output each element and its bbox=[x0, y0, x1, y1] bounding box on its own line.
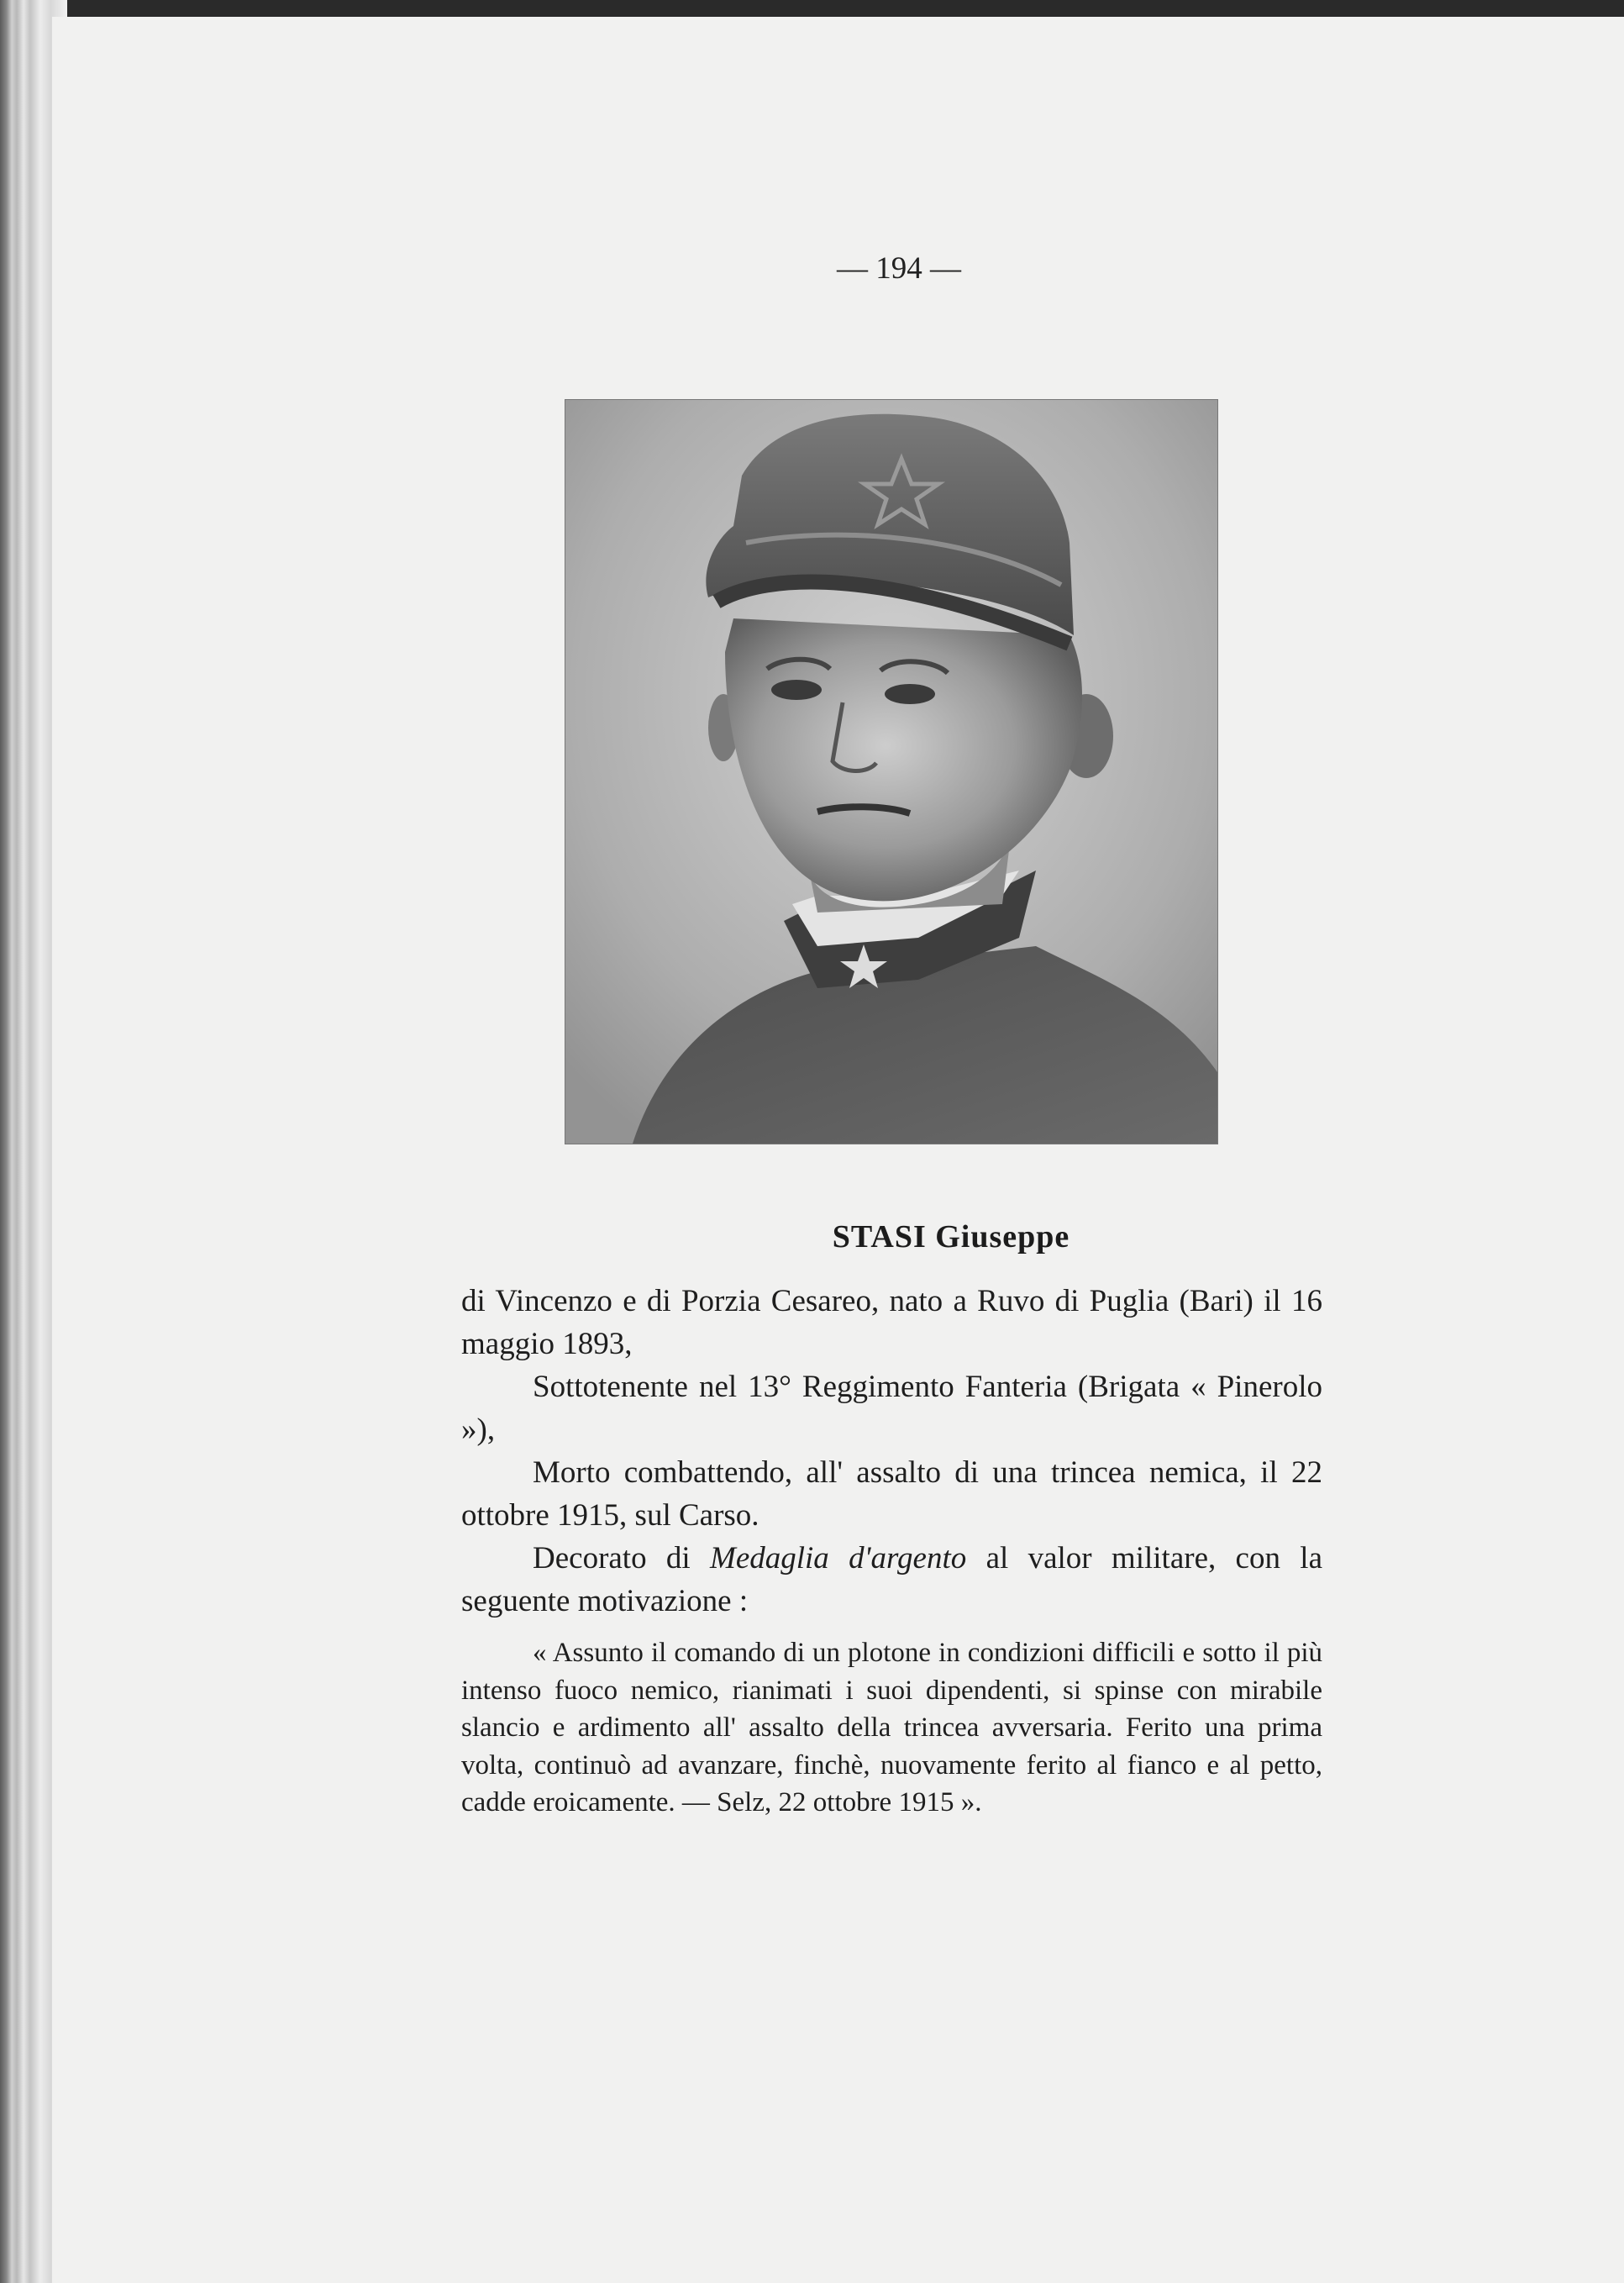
birth-paragraph: di Vincenzo e di Porzia Cesareo, nato a Ruvo di Puglia (Bari) il 16 maggio 1893, bbox=[461, 1284, 1322, 1361]
page-number: — 194 — bbox=[837, 251, 961, 286]
soldier-portrait-image bbox=[565, 400, 1217, 1144]
decoration-suffix: al valor militare, con la seguente motivazione : bbox=[461, 1541, 1322, 1618]
book-page bbox=[52, 17, 1624, 2283]
soldier-name-heading: STASI Giuseppe bbox=[832, 1219, 1070, 1255]
biography-text bbox=[461, 1280, 1322, 1623]
medal-name: Medaglia d'argento bbox=[710, 1541, 967, 1575]
decoration-prefix: Decorato di bbox=[533, 1541, 710, 1575]
rank-paragraph: Sottotenente nel 13° Reggimento Fanteria (Brigata « Pinerolo »), bbox=[461, 1370, 1322, 1447]
decoration-paragraph bbox=[461, 1537, 1322, 1623]
medal-motivation-quote: « Assunto il comando di un plotone in condizioni difficili e sotto il più intenso fuoco nemico, rianimati i suoi dipendenti, si spinse con mirabile slancio e ardimento all' assalto della trincea avversaria. Ferito una prima volta, continuò ad avanzare, finchè, nuovamente ferito al fianco e al petto, cadde eroicamente. — Selz, 22 ottobre 1915 ». bbox=[461, 1638, 1322, 1817]
death-paragraph: Morto combattendo, all' assalto di una trincea nemica, il 22 ottobre 1915, sul Carso. bbox=[461, 1455, 1322, 1533]
portrait-photo bbox=[565, 399, 1218, 1144]
